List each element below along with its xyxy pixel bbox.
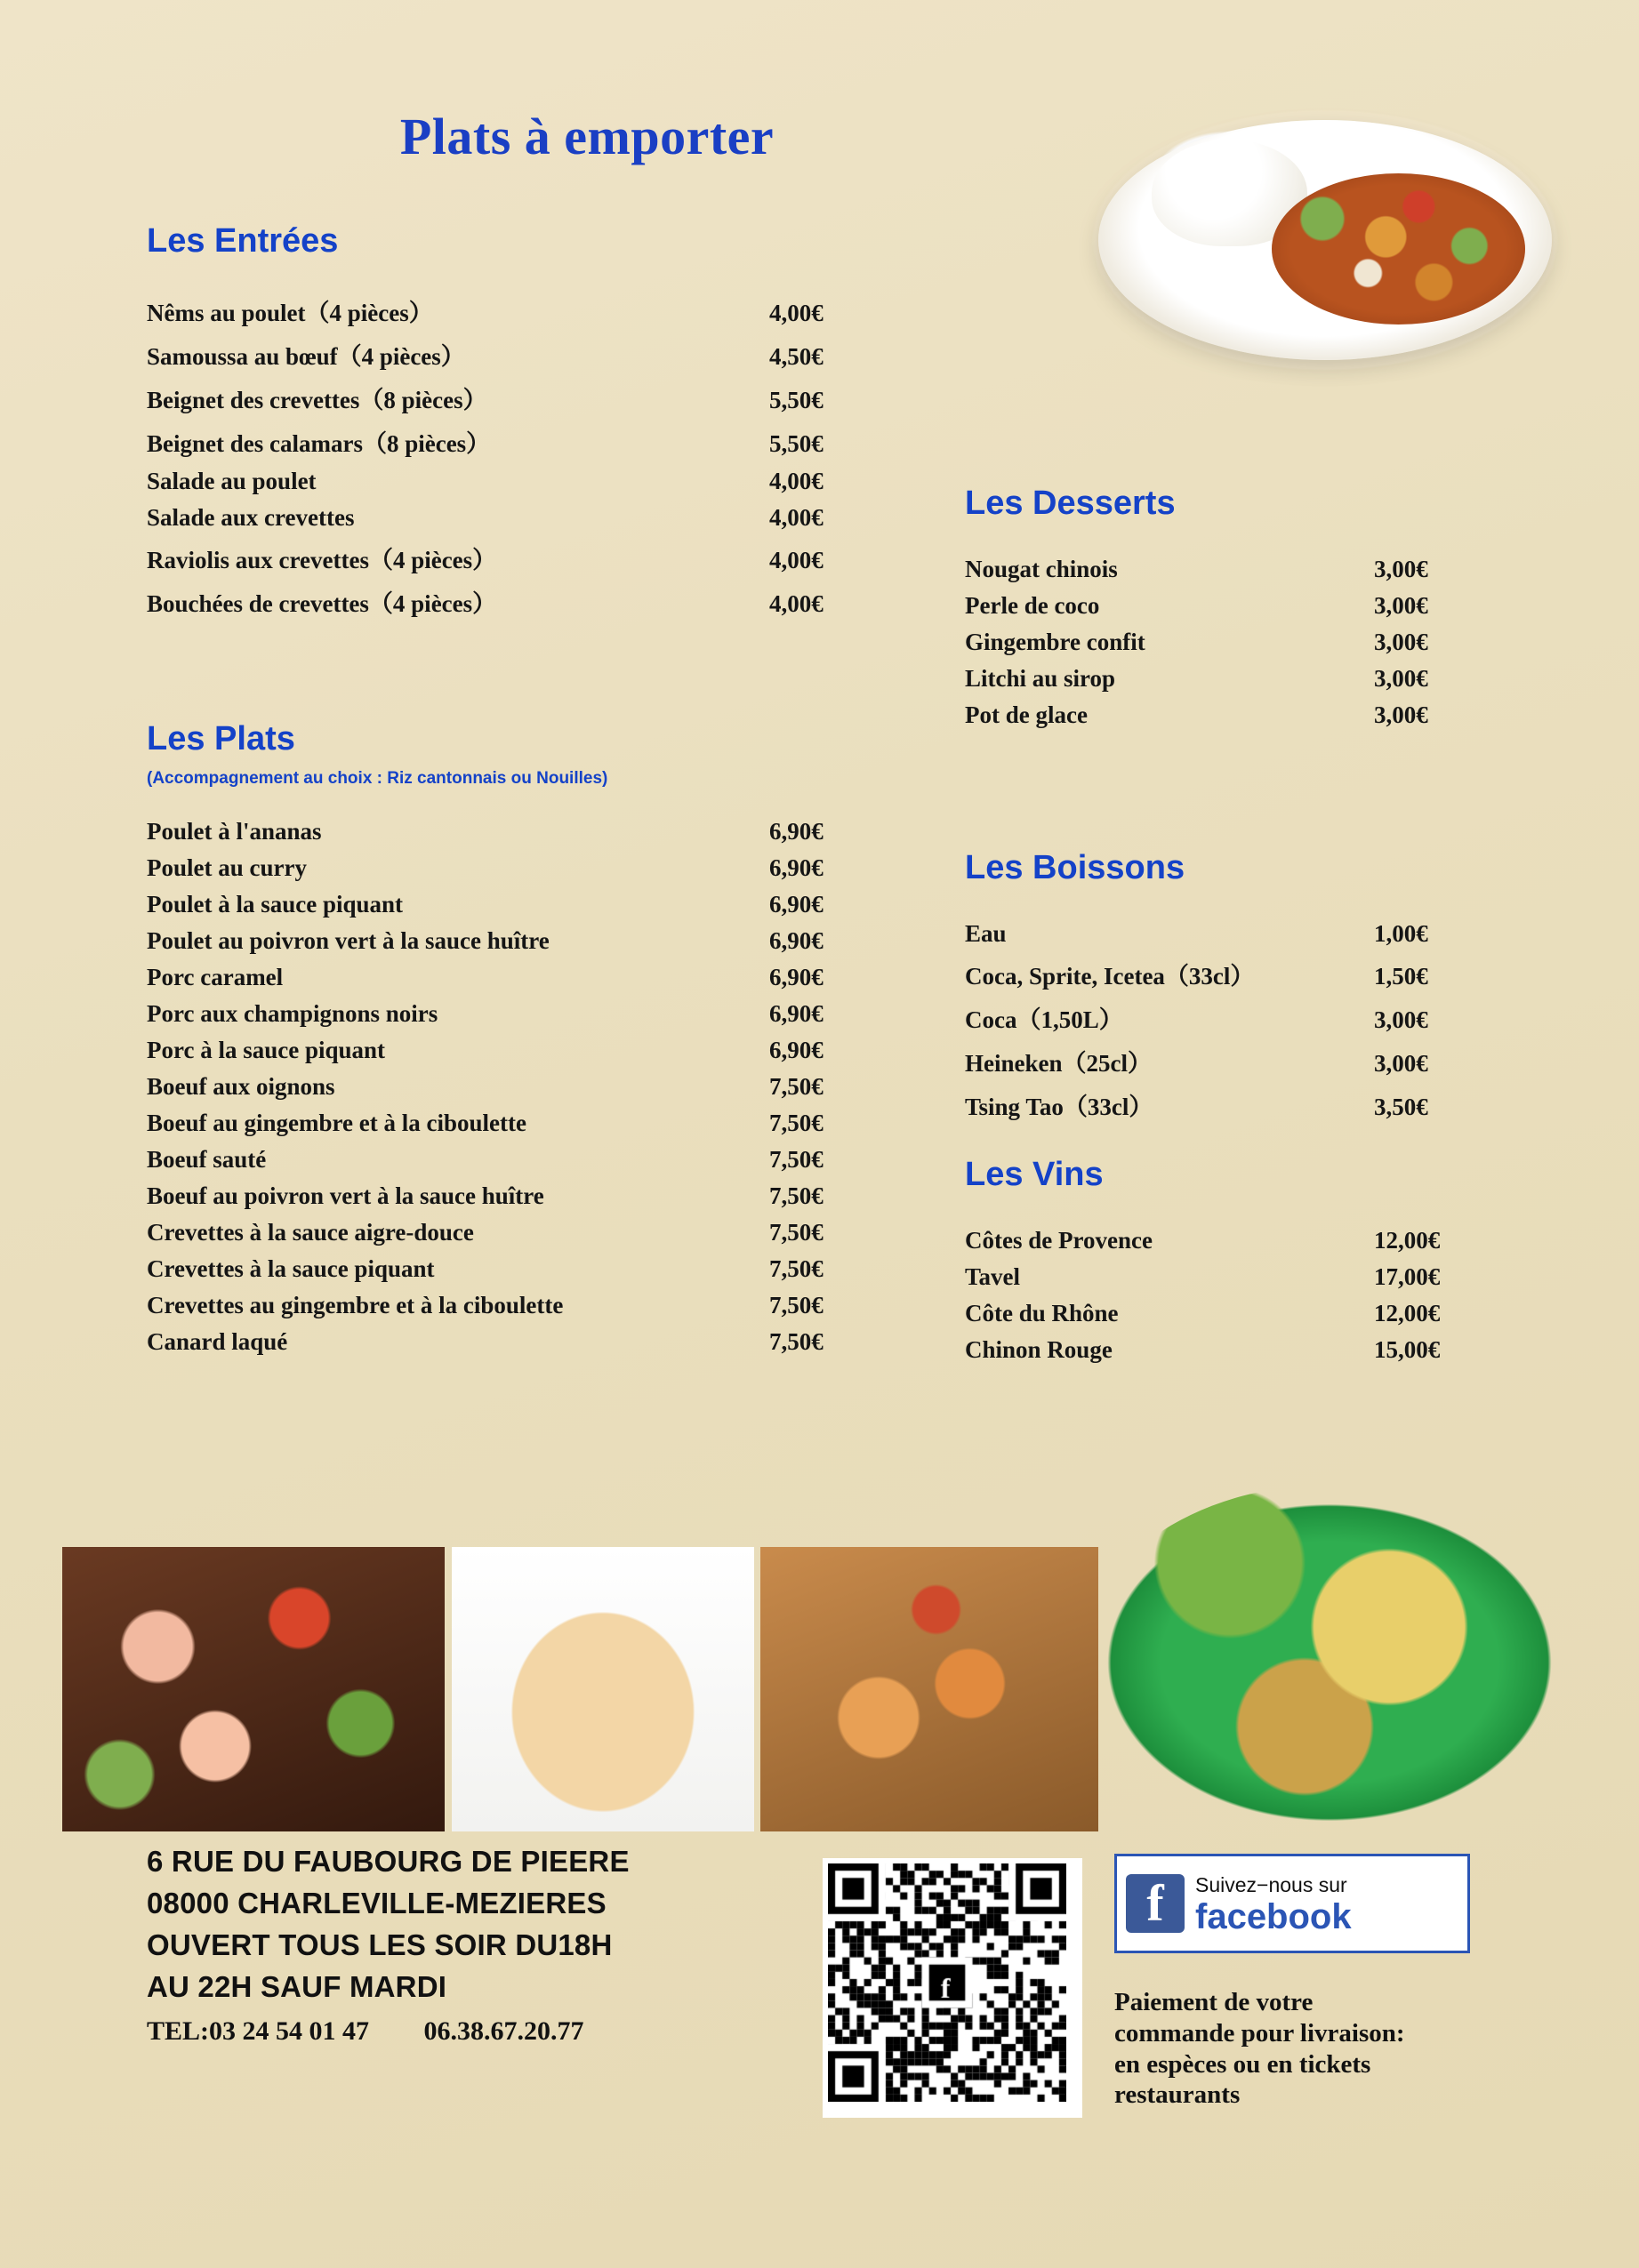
list-plats [147, 818, 894, 1365]
telephone-line [147, 2016, 823, 2047]
menu-item-name: Bouchées de crevettes（4 pièces） [147, 590, 497, 617]
menu-item-price: 6,90€ [769, 891, 824, 918]
menu-item-row [147, 818, 894, 845]
menu-item-row [147, 504, 894, 532]
address-line-1: 6 RUE DU FAUBOURG DE PIEERE [147, 1845, 630, 1878]
menu-item-row [147, 1037, 894, 1064]
payment-line-2: commande pour livraison: [1114, 2018, 1405, 2048]
menu-item-price: 6,90€ [769, 964, 824, 990]
menu-item-price: 3,00€ [1374, 629, 1428, 655]
menu-item-row [965, 1227, 1498, 1254]
menu-item-row [147, 468, 894, 495]
heading-entrees: Les Entrées [147, 222, 339, 260]
telephone-mobile: 06.38.67.20.77 [423, 2016, 584, 2046]
menu-item-price: 3,00€ [1374, 665, 1428, 692]
menu-item-price: 1,00€ [1374, 920, 1428, 947]
menu-item-price: 15,00€ [1374, 1336, 1441, 1363]
hours-line-2: AU 22H SAUF MARDI [147, 1970, 447, 2003]
menu-item-price: 17,00€ [1374, 1263, 1441, 1290]
menu-item-name: Poulet au curry [147, 854, 307, 881]
menu-item-price: 4,00€ [769, 547, 824, 573]
menu-item-price: 7,50€ [769, 1110, 824, 1136]
menu-item-name: Heineken（25cl） [965, 1050, 1152, 1077]
list-desserts [965, 556, 1498, 738]
menu-item-row [147, 854, 894, 882]
menu-item-row [965, 629, 1498, 656]
menu-item-name: Perle de coco [965, 592, 1100, 619]
menu-item-name: Salade aux crevettes [147, 504, 355, 531]
menu-item-price: 7,50€ [769, 1255, 824, 1282]
plate-shape [1098, 120, 1552, 360]
menu-item-row [965, 1263, 1498, 1291]
menu-item-price: 5,50€ [769, 430, 824, 457]
menu-item-name: Gingembre confit [965, 629, 1145, 655]
photo-shrimp-peppers [62, 1547, 445, 1831]
facebook-badge[interactable] [1114, 1854, 1470, 1953]
menu-item-row [147, 337, 894, 372]
menu-item-price: 3,50€ [1374, 1094, 1428, 1120]
menu-item-name: Coca（1,50L） [965, 1006, 1123, 1033]
menu-item-name: Raviolis aux crevettes（4 pièces） [147, 547, 497, 573]
list-vins [965, 1227, 1498, 1373]
menu-item-name: Boeuf sauté [147, 1146, 267, 1173]
menu-item-name: Boeuf au gingembre et à la ciboulette [147, 1110, 526, 1136]
menu-item-row [147, 1000, 894, 1028]
menu-item-name: Samoussa au bœuf（4 pièces） [147, 343, 465, 370]
menu-item-price: 4,00€ [769, 590, 824, 617]
menu-item-price: 7,50€ [769, 1146, 824, 1173]
menu-item-name: Beignet des calamars（8 pièces） [147, 430, 491, 457]
menu-item-row [147, 1110, 894, 1137]
menu-item-row [965, 1336, 1498, 1364]
heading-plats: Les Plats [147, 720, 295, 757]
heading-vins: Les Vins [965, 1156, 1104, 1193]
facebook-icon: f [1126, 1874, 1185, 1933]
heading-desserts: Les Desserts [965, 485, 1176, 522]
menu-item-row [147, 381, 894, 415]
menu-item-name: Crevettes à la sauce aigre-douce [147, 1219, 474, 1246]
payment-info [1114, 1987, 1506, 2111]
menu-item-name: Boeuf au poivron vert à la sauce huître [147, 1182, 544, 1209]
menu-item-price: 7,50€ [769, 1182, 824, 1209]
menu-item-row [965, 1087, 1498, 1122]
menu-item-name: Côtes de Provence [965, 1227, 1153, 1254]
menu-item-price: 4,00€ [769, 300, 824, 326]
menu-item-price: 7,50€ [769, 1219, 824, 1246]
payment-line-3: en espèces ou en tickets [1114, 2049, 1371, 2079]
menu-item-price: 7,50€ [769, 1328, 824, 1355]
menu-item-row [965, 665, 1498, 693]
menu-item-price: 3,00€ [1374, 556, 1428, 582]
menu-item-price: 4,00€ [769, 468, 824, 494]
menu-item-price: 1,50€ [1374, 963, 1428, 990]
menu-item-price: 4,50€ [769, 343, 824, 370]
menu-item-row [147, 1292, 894, 1319]
menu-item-name: Porc caramel [147, 964, 284, 990]
menu-item-row [965, 701, 1498, 729]
menu-item-price: 6,90€ [769, 927, 824, 954]
menu-item-row [147, 1073, 894, 1101]
menu-item-price: 7,50€ [769, 1073, 824, 1100]
menu-item-name: Beignet des crevettes（8 pièces） [147, 387, 487, 413]
menu-item-price: 3,00€ [1374, 701, 1428, 728]
menu-item-name: Nêms au poulet（4 pièces） [147, 300, 433, 326]
menu-item-name: Porc à la sauce piquant [147, 1037, 386, 1063]
menu-item-name: Eau [965, 920, 1007, 947]
menu-item-row [147, 891, 894, 918]
menu-item-name: Porc aux champignons noirs [147, 1000, 438, 1027]
menu-item-row [965, 957, 1498, 991]
menu-item-name: Tavel [965, 1263, 1021, 1290]
menu-item-row [147, 424, 894, 459]
menu-item-name: Crevettes au gingembre et à la ciboulette [147, 1292, 564, 1318]
payment-line-4: restaurants [1114, 2080, 1241, 2110]
qr-code[interactable] [823, 1858, 1082, 2118]
menu-item-price: 3,00€ [1374, 1006, 1428, 1033]
menu-item-row [147, 584, 894, 619]
menu-item-price: 4,00€ [769, 504, 824, 531]
subtitle-plats: (Accompagnement au choix : Riz cantonnais ou Nouilles) [147, 769, 608, 788]
facebook-label: facebook [1195, 1896, 1352, 1936]
menu-item-row [147, 964, 894, 991]
menu-item-row [965, 920, 1498, 948]
menu-item-row [147, 927, 894, 955]
menu-item-price: 6,90€ [769, 818, 824, 845]
menu-item-price: 12,00€ [1374, 1227, 1441, 1254]
menu-item-name: Poulet à l'ananas [147, 818, 322, 845]
footer-address-block [147, 1845, 823, 2047]
stirfry-shape [1272, 173, 1525, 325]
menu-item-row [965, 592, 1498, 620]
hours-line-1: OUVERT TOUS LES SOIR DU18H [147, 1928, 613, 1961]
hero-food-photo [1063, 93, 1587, 387]
menu-item-price: 6,90€ [769, 1037, 824, 1063]
menu-item-price: 7,50€ [769, 1292, 824, 1318]
menu-item-price: 6,90€ [769, 1000, 824, 1027]
list-boissons [965, 920, 1498, 1131]
page-title: Plats à emporter [399, 108, 775, 165]
menu-item-price: 3,00€ [1374, 592, 1428, 619]
menu-item-name: Boeuf aux oignons [147, 1073, 335, 1100]
menu-item-name: Poulet à la sauce piquant [147, 891, 404, 918]
menu-item-name: Pot de glace [965, 701, 1088, 728]
menu-item-row [965, 1300, 1498, 1327]
telephone-fixed: TEL:03 24 54 01 47 [147, 2016, 370, 2046]
menu-item-row [147, 1182, 894, 1210]
facebook-tagline: Suivez−nous sur [1195, 1872, 1347, 1896]
menu-item-name: Poulet au poivron vert à la sauce huître [147, 927, 550, 954]
menu-item-name: Crevettes à la sauce piquant [147, 1255, 435, 1282]
menu-item-price: 6,90€ [769, 854, 824, 881]
menu-item-row [147, 541, 894, 575]
heading-boissons: Les Boissons [965, 849, 1185, 886]
menu-item-price: 12,00€ [1374, 1300, 1441, 1326]
payment-line-1: Paiement de votre [1114, 1988, 1314, 2016]
menu-item-row [965, 556, 1498, 583]
menu-item-name: Salade au poulet [147, 468, 317, 494]
menu-item-row [147, 1255, 894, 1283]
list-entrees [147, 293, 894, 628]
address-line-2: 08000 CHARLEVILLE-MEZIERES [147, 1887, 607, 1919]
menu-item-row [147, 1328, 894, 1356]
menu-item-row [965, 1000, 1498, 1035]
photo-dim-sum [452, 1547, 754, 1831]
menu-item-price: 3,00€ [1374, 1050, 1428, 1077]
menu-item-name: Chinon Rouge [965, 1336, 1113, 1363]
photo-noodles-plate [1081, 1485, 1579, 1840]
menu-item-price: 5,50€ [769, 387, 824, 413]
menu-item-name: Canard laqué [147, 1328, 288, 1355]
photo-fried-shrimp [760, 1547, 1098, 1831]
menu-item-row [147, 1219, 894, 1246]
menu-item-row [965, 1044, 1498, 1078]
menu-item-name: Côte du Rhône [965, 1300, 1119, 1326]
menu-item-name: Coca, Sprite, Icetea（33cl） [965, 963, 1255, 990]
menu-item-name: Tsing Tao（33cl） [965, 1094, 1153, 1120]
menu-item-row [147, 293, 894, 328]
menu-item-name: Litchi au sirop [965, 665, 1116, 692]
menu-item-row [147, 1146, 894, 1174]
menu-item-name: Nougat chinois [965, 556, 1118, 582]
